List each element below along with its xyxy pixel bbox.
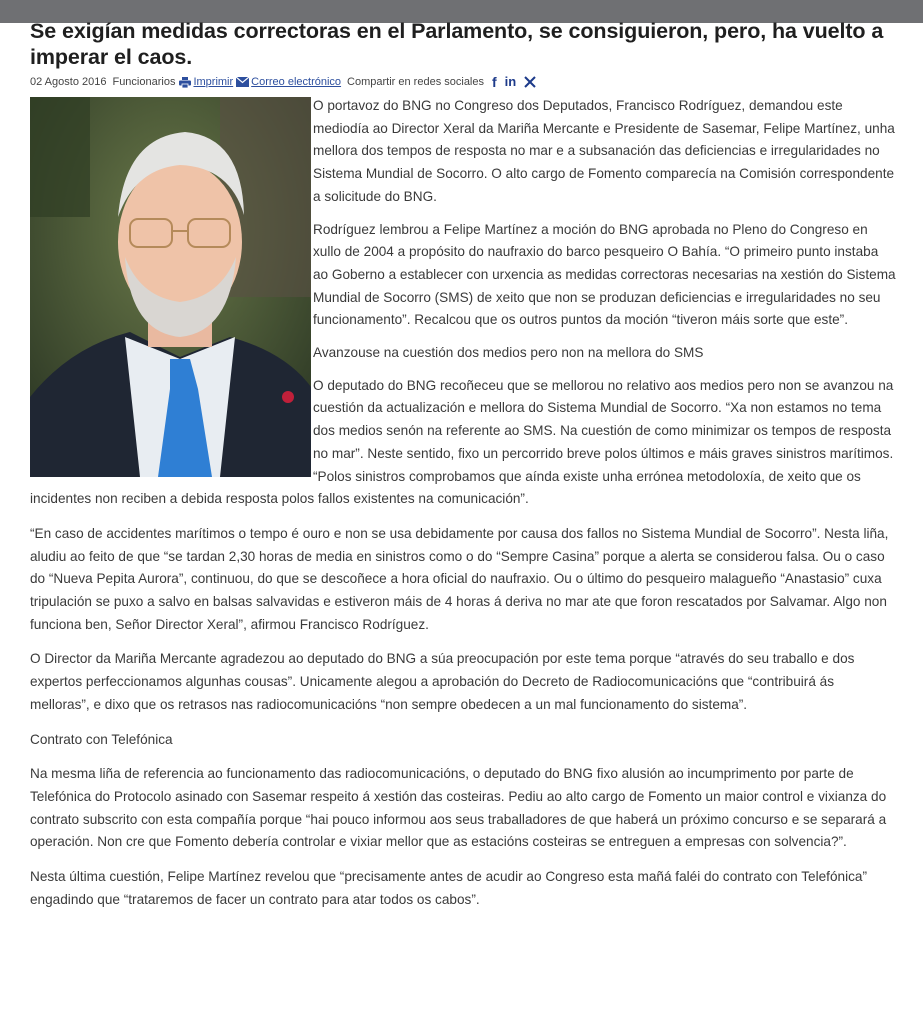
article-date: 02 Agosto 2016 <box>30 76 107 88</box>
paragraph: O portavoz do BNG no Congreso dos Deputados, Francisco Rodríguez, demandou este mediodía ao Director Xeral da Mariña Mercante e Presidente de Sasemar, Felipe Martínez, unha mellora dos tempos de resposta no mar e a subsanación das deficiencias e irregularidades no Sistema Mundial de Socorro. O alto cargo de Fomento comparecía na Comisión correspondente a solicitude do BNG. <box>313 98 895 204</box>
article-category: Funcionarios <box>112 76 176 88</box>
email-link[interactable]: Correo electrónico <box>251 76 342 88</box>
paragraph: Rodríguez lembrou a Felipe Martínez a moción do BNG aprobada no Pleno do Congreso en xullo de 2004 a propósito do naufraxio do barco pesqueiro O Bahía. “O primeiro punto instaba ao Goberno a establecer con urxencia as medidas correctoras necesarias na xestión do Sistema Mundial de Socorro (SMS) de xeito que non se produzan deficiencias e irregularidades no seu funcionamento”. Recalcou que os outros puntos da moción “tiveron máis sorte que este”. <box>313 221 896 328</box>
print-icon[interactable] <box>178 76 191 88</box>
paragraph: Nesta última cuestión, Felipe Martínez revelou que “precisamente antes de acudir ao Congreso esta mañá faléi do contrato con Telefónica” engadindo que “trataremos de facer un contrato para atar todos os cabos”. <box>30 869 867 907</box>
x-icon[interactable] <box>524 76 536 88</box>
paragraph: O Director da Mariña Mercante agradezou ao deputado do BNG a súa preocupación por este tema porque “através do seu traballo e dos expertos perfeccionamos algunhas cousas”. Unicamente alegou a aprobación do Decreto de Radiocomunicacións que “contribuirá ás melloras”, e dixo que os retrasos nas radiocomunicacións “non sempre obedecen a un mal funcionamento do sistema”. <box>30 651 855 712</box>
subheading: Contrato con Telefónica <box>30 731 173 747</box>
article-body <box>30 90 896 912</box>
paragraph: “En caso de accidentes marítimos o tempo é ouro e non se usa debidamente por causa dos fallos no Sistema Mundial de Socorro”. Nesta liña, aludiu ao feito de que “se tardan 2,30 horas de media en sinistros como o do “Sempre Casina” porque a alerta se considerou falsa. Ou o caso do “Nueva Pepita Aurora”, continuou, do que se descoñece a hora oficial do naufraxio. Ou o último do pesqueiro malagueño “Anastasio” cuxa tripulación se puxo a salvo en balsas salvavidas e estiveron máis de 4 horas á deriva no mar ate que foron rescatados por Salvamar. Algo non funciona ben, Señor Director Xeral”, afirmou Francisco Rodríguez. <box>30 525 889 632</box>
article <box>30 18 896 924</box>
social-links <box>488 74 540 90</box>
article-photo <box>30 97 311 477</box>
facebook-icon[interactable]: f <box>492 74 497 90</box>
linkedin-icon[interactable]: in <box>504 74 517 89</box>
article-title: Se exigían medidas correctoras en el Parlamento, se consiguieron, pero, ha vuelto a imperar el caos. <box>30 19 884 69</box>
article-meta <box>30 74 896 90</box>
print-link[interactable]: Imprimir <box>193 76 234 88</box>
paragraph: O deputado do BNG recoñeceu que se mellorou no relativo aos medios pero non se avanzou na cuestión da actualización e mellora do Sistema Mundial de Socorro. “Xa non estamos no tema dos medios senón na referente ao SMS. Na cuestión de como minimizar os tempos de resposta no mar”. Neste sentido, fixo un percorrido breve polos últimos e máis graves sinistros marítimos. “Polos sinistros comprobamos que aínda existe unha errónea metodoloxía, de xeito que os incidentes non reciben a debida resposta polos fallos existentes na comunicación”. <box>30 377 894 507</box>
share-label: Compartir en redes sociales <box>347 76 484 88</box>
subheading: Avanzouse na cuestión dos medios pero non na mellora do SMS <box>313 345 704 361</box>
email-icon[interactable] <box>236 76 249 88</box>
paragraph: Na mesma liña de referencia ao funcionamento das radiocomunicacións, o deputado do BNG fixo alusión ao incumprimento por parte de Telefónica do Protocolo asinado con Sasemar respeito á xestión das costeiras. Pediu ao alto cargo de Fomento un maior control e vixianza do contrato subscrito con esta compañía porque “hai pouco informou aos seus traballadores de que haberá un próximo concurso e se separará a operación. Non cre que Fomento debería controlar e vixiar mellor que as estacións costeiras se entreguen a empresas con solvencia?”. <box>30 766 887 850</box>
